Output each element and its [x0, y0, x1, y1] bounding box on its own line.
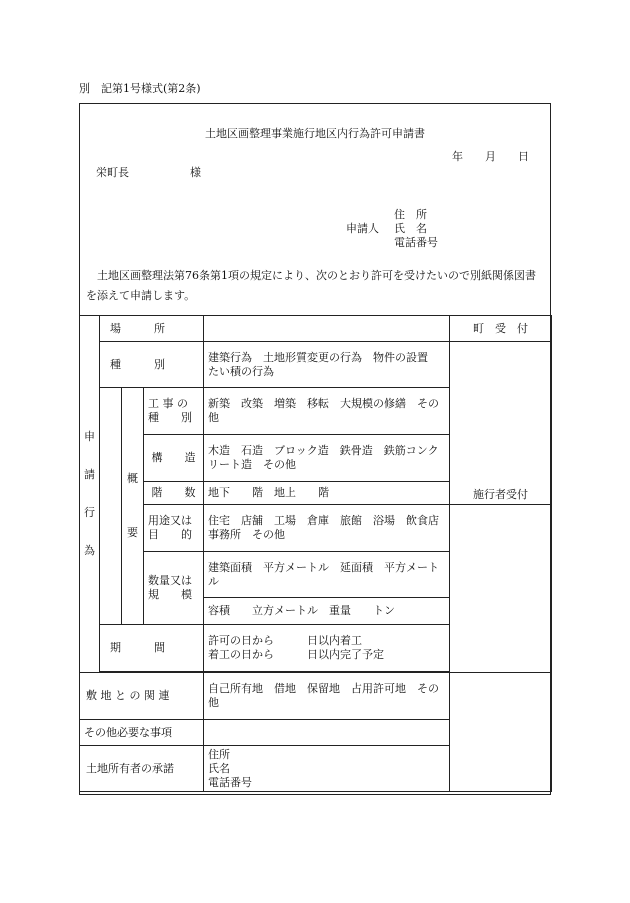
name-label: 氏 名 — [394, 222, 427, 235]
form-title: 土地区画整理事業施行地区内行為許可申請書 — [205, 127, 425, 140]
form-number-label: 別 記第1号様式(第2条) — [79, 82, 201, 95]
landowner-consent-field[interactable]: 住所 氏名 電話番号 — [204, 746, 450, 792]
phone-label: 電話番号 — [394, 236, 438, 249]
purpose-label: 用途又は 目 的 — [144, 505, 204, 552]
structure-value[interactable]: 木造 石造 ブロック造 鉄骨造 鉄筋コンクリート造 その他 — [204, 435, 450, 482]
section-label: 申 請 行 為 — [80, 316, 100, 673]
application-statement: 土地区画整理法第76条第1項の規定により、次のとおり許可を受けたいので別紙関係図書を添えて申請します。 — [86, 269, 536, 302]
location-label: 場 所 — [100, 316, 204, 342]
type-value[interactable]: 建築行為 土地形質変更の行為 物件の設置 たい積の行為 — [204, 342, 450, 388]
town-reception-stamp-area — [450, 342, 552, 505]
executor-reception-label: 施行者受付 — [473, 488, 529, 501]
executor-reception-area — [450, 488, 552, 673]
quantity-label: 数量又は 規 模 — [144, 552, 204, 625]
type-label: 種 別 — [100, 342, 204, 388]
site-relation-label: 敷 地 と の 関 連 — [80, 673, 204, 720]
landowner-consent-label: 土地所有者の承諾 — [80, 746, 204, 792]
period-value[interactable]: 許可の日から 日以内着工 着工の日から 日以内完了予定 — [204, 625, 450, 672]
town-reception-label: 町 受 付 — [450, 316, 552, 342]
addressee: 栄町長 — [96, 166, 129, 179]
date-field[interactable]: 年 月 日 — [452, 150, 529, 163]
applicant-label: 申請人 — [346, 222, 379, 235]
blank-reception-area — [450, 673, 552, 792]
floors-label: 階 数 — [144, 482, 204, 505]
floors-value[interactable]: 地下 階 地上 階 — [204, 482, 450, 505]
application-table — [79, 315, 552, 792]
purpose-value[interactable]: 住宅 店舗 工場 倉庫 旅館 浴場 飲食店 事務所 その他 — [204, 505, 450, 552]
honorific: 様 — [190, 166, 201, 179]
volume-value[interactable]: 容積 立方メートル 重量 トン — [204, 598, 450, 625]
other-matters-label: その他必要な事項 — [80, 720, 204, 746]
other-matters-field[interactable] — [204, 720, 450, 746]
structure-label: 構 造 — [144, 435, 204, 482]
construction-type-label: 工 事 の 種 別 — [144, 388, 204, 435]
outline-label: 概 要 — [122, 388, 144, 625]
site-relation-value[interactable]: 自己所有地 借地 保留地 占用許可地 その他 — [204, 673, 450, 720]
construction-type-value[interactable]: 新築 改築 増築 移転 大規模の修繕 その他 — [204, 388, 450, 435]
address-label: 住 所 — [394, 208, 427, 221]
area-value[interactable]: 建築面積 平方メートル 延面積 平方メートル — [204, 552, 450, 598]
period-label: 期 間 — [100, 625, 204, 672]
location-field[interactable] — [204, 316, 450, 342]
